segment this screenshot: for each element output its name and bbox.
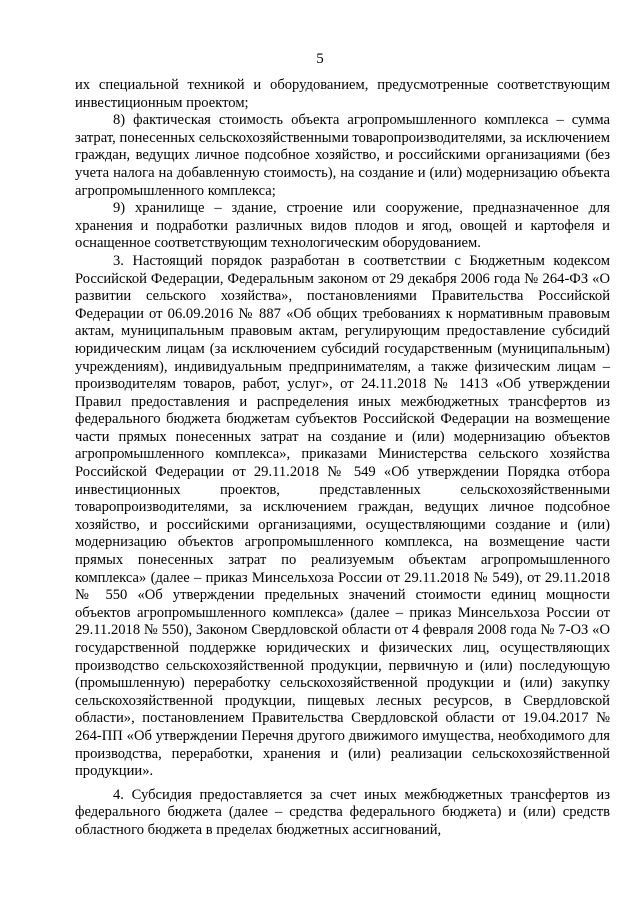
paragraph-item-8: 8) фактическая стоимость объекта агропромышленного комплекса – сумма затрат, понесенных сельскохозяйственными товаропроизводителями, за исключением граждан, ведущих личное подсобное хозяйство, и российскими организациями (без учета налога на добавленную стоимость), на создание и (или) модернизацию объекта агропромышленного комплекса; <box>75 112 610 199</box>
paragraph-4: 4. Субсидия предоставляется за счет иных межбюджетных трансфертов из федерального бюджета (далее – средства федерального бюджета) и (или) средств областного бюджета в пределах бюджетных ассигнований, <box>75 786 610 838</box>
paragraph-3: 3. Настоящий порядок разработан в соответствии с Бюджетным кодексом Российской Федерации, Федеральным законом от 29 декабря 2006 года № 264-ФЗ «О развитии сельского хозяйства», постановлениями Правительства Российской Федерации от 06.09.2016 № 887 «Об общих требованиях к нормативным правовым актам, муниципальным правовым актам, регулирующим предоставление субсидий юридическим лицам (за исключением субсидий государственным (муниципальным) учреждениям), индивидуальным предпринимателям, а также физическим лицам – производителям товаров, работ, услуг», от 24.11.2018 № 1413 «Об утверждении Правил предоставления и распределения иных межбюджетных трансфертов из федерального бюджета бюджетам субъектов Российской Федерации на возмещение части прямых понесенных затрат на создание и (или) модернизацию объектов агропромышленного комплекса», приказами Министерства сельского хозяйства Российской Федерации от 29.11.2018 № 549 «Об утверждении Порядка отбора инвестиционных проектов, представленных сельскохозяйственными товаропроизводителями, за исключением граждан, ведущих личное подсобное хозяйство, и российскими организациями, осуществляющими создание и (или) модернизацию объектов агропромышленного комплекса, на возмещение части прямых понесенных затрат по реализуемым объектам агропромышленного комплекса» (далее – приказ Минсельхоза России от 29.11.2018 № 549), от 29.11.2018 № 550 «Об утверждении предельных значений стоимости единиц мощности объектов агропромышленного комплекса» (далее – приказ Минсельхоза России от 29.11.2018 № 550), Законом Свердловской области от 4 февраля 2008 года № 7-ОЗ «О государственной поддержке юридических и физических лиц, осуществляющих производство сельскохозяйственной продукции, первичную и (или) последующую (промышленную) переработку сельскохозяйственной продукции и (или) закупку сельскохозяйственной продукции, пищевых лесных ресурсов, в Свердловской области», постановлением Правительства Свердловской области от 19.04.2017 № 264-ПП «Об утверждении Перечня другого движимого имущества, необходимого для производства, переработки, хранения и (или) реализации сельскохозяйственной продукции». <box>75 252 610 780</box>
paragraph-item-9: 9) хранилище – здание, строение или сооружение, предназначенное для хранения и подработки различных видов плодов и ягод, овощей и картофеля и оснащенное соответствующим технологическим оборудованием. <box>75 200 610 252</box>
page-number: 5 <box>316 51 324 67</box>
document-body <box>75 77 610 840</box>
paragraph-continuation: их специальной техникой и оборудованием, предусмотренные соответствующим инвестиционным проектом; <box>75 77 610 111</box>
